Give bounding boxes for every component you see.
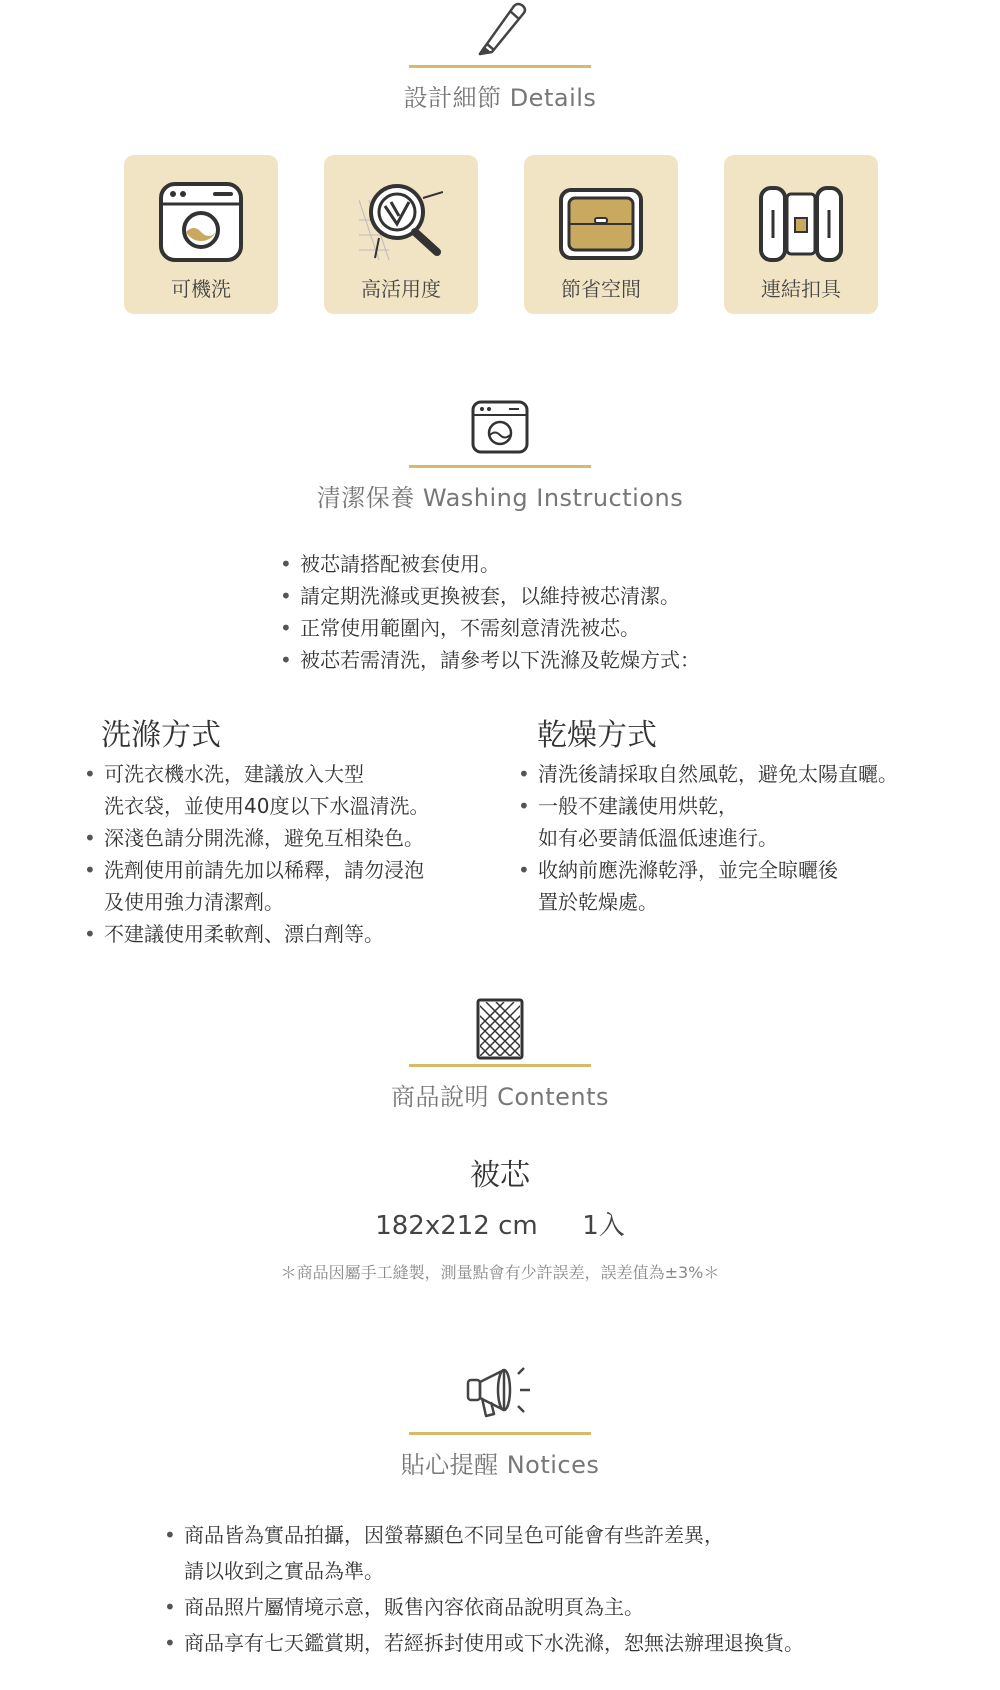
product-size-row bbox=[0, 1205, 1000, 1242]
details-title: 設計細節 Details bbox=[403, 84, 597, 112]
dry-method-heading: 乾燥方式 bbox=[537, 718, 657, 753]
dry-method-list bbox=[518, 758, 898, 918]
details-divider bbox=[409, 65, 591, 68]
contents-title: 商品說明 Contents bbox=[390, 1083, 610, 1111]
product-size: 182x212 cm bbox=[375, 1211, 538, 1241]
wash-method-heading: 洗滌方式 bbox=[101, 718, 221, 753]
feature-label: 節省空間 bbox=[561, 277, 641, 301]
list-item: • 商品照片屬情境示意，販售內容依商品說明頁為主。 bbox=[164, 1589, 804, 1625]
feature-label: 高活用度 bbox=[361, 277, 441, 301]
notices-title: 貼心提醒 Notices bbox=[400, 1451, 600, 1479]
feature-card-space-saving bbox=[524, 155, 678, 314]
megaphone-icon bbox=[464, 1362, 536, 1420]
feature-card-versatile bbox=[324, 155, 478, 314]
feature-card-connector bbox=[724, 155, 878, 314]
list-item: • 洗劑使用前請先加以稀釋，請勿浸泡 及使用強力清潔劑。 bbox=[84, 854, 429, 918]
list-item: • 收納前應洗滌乾淨，並完全晾曬後 置於乾燥處。 bbox=[518, 854, 898, 918]
washing-divider bbox=[409, 465, 591, 468]
list-item: • 請定期洗滌或更換被套，以維持被芯清潔。 bbox=[280, 580, 700, 612]
list-item: • 一般不建議使用烘乾， 如有必要請低溫低速進行。 bbox=[518, 790, 898, 854]
measurement-note: ＊商品因屬手工縫製，測量點會有少許誤差，誤差值為±3%＊ bbox=[280, 1263, 720, 1282]
storage-box-icon bbox=[559, 180, 643, 264]
list-item: • 不建議使用柔軟劑、漂白劑等。 bbox=[84, 918, 429, 950]
list-item: • 被芯請搭配被套使用。 bbox=[280, 548, 700, 580]
notices-divider bbox=[409, 1432, 591, 1435]
list-item: • 商品享有七天鑑賞期，若經拆封使用或下水洗滌，恕無法辦理退換貨。 bbox=[164, 1625, 804, 1661]
washing-machine-icon bbox=[159, 180, 243, 264]
wash-method-list bbox=[84, 758, 429, 950]
buckle-icon bbox=[759, 180, 843, 264]
list-item: • 清洗後請採取自然風乾，避免太陽直曬。 bbox=[518, 758, 898, 790]
notices-list bbox=[164, 1517, 804, 1661]
list-item: • 可洗衣機水洗，建議放入大型 洗衣袋，並使用40度以下水溫清洗。 bbox=[84, 758, 429, 822]
list-item: • 正常使用範圍內，不需刻意清洗被芯。 bbox=[280, 612, 700, 644]
washing-machine-icon bbox=[471, 400, 529, 454]
feature-label: 連結扣具 bbox=[761, 277, 841, 301]
list-item: • 被芯若需清洗，請參考以下洗滌及乾燥方式： bbox=[280, 644, 700, 676]
contents-divider bbox=[409, 1064, 591, 1067]
quilt-icon bbox=[476, 998, 524, 1060]
washing-title: 清潔保養 Washing Instructions bbox=[316, 484, 684, 512]
washing-intro-list bbox=[280, 548, 700, 676]
product-quantity: 1入 bbox=[582, 1211, 625, 1241]
feature-label: 可機洗 bbox=[171, 277, 231, 301]
product-name: 被芯 bbox=[470, 1158, 530, 1193]
pencil-icon bbox=[470, 0, 530, 56]
list-item: • 深淺色請分開洗滌，避免互相染色。 bbox=[84, 822, 429, 854]
magnifier-fabric-icon bbox=[359, 180, 443, 264]
list-item: • 商品皆為實品拍攝，因螢幕顯色不同呈色可能會有些許差異， 請以收到之實品為準。 bbox=[164, 1517, 804, 1589]
feature-card-washable bbox=[124, 155, 278, 314]
